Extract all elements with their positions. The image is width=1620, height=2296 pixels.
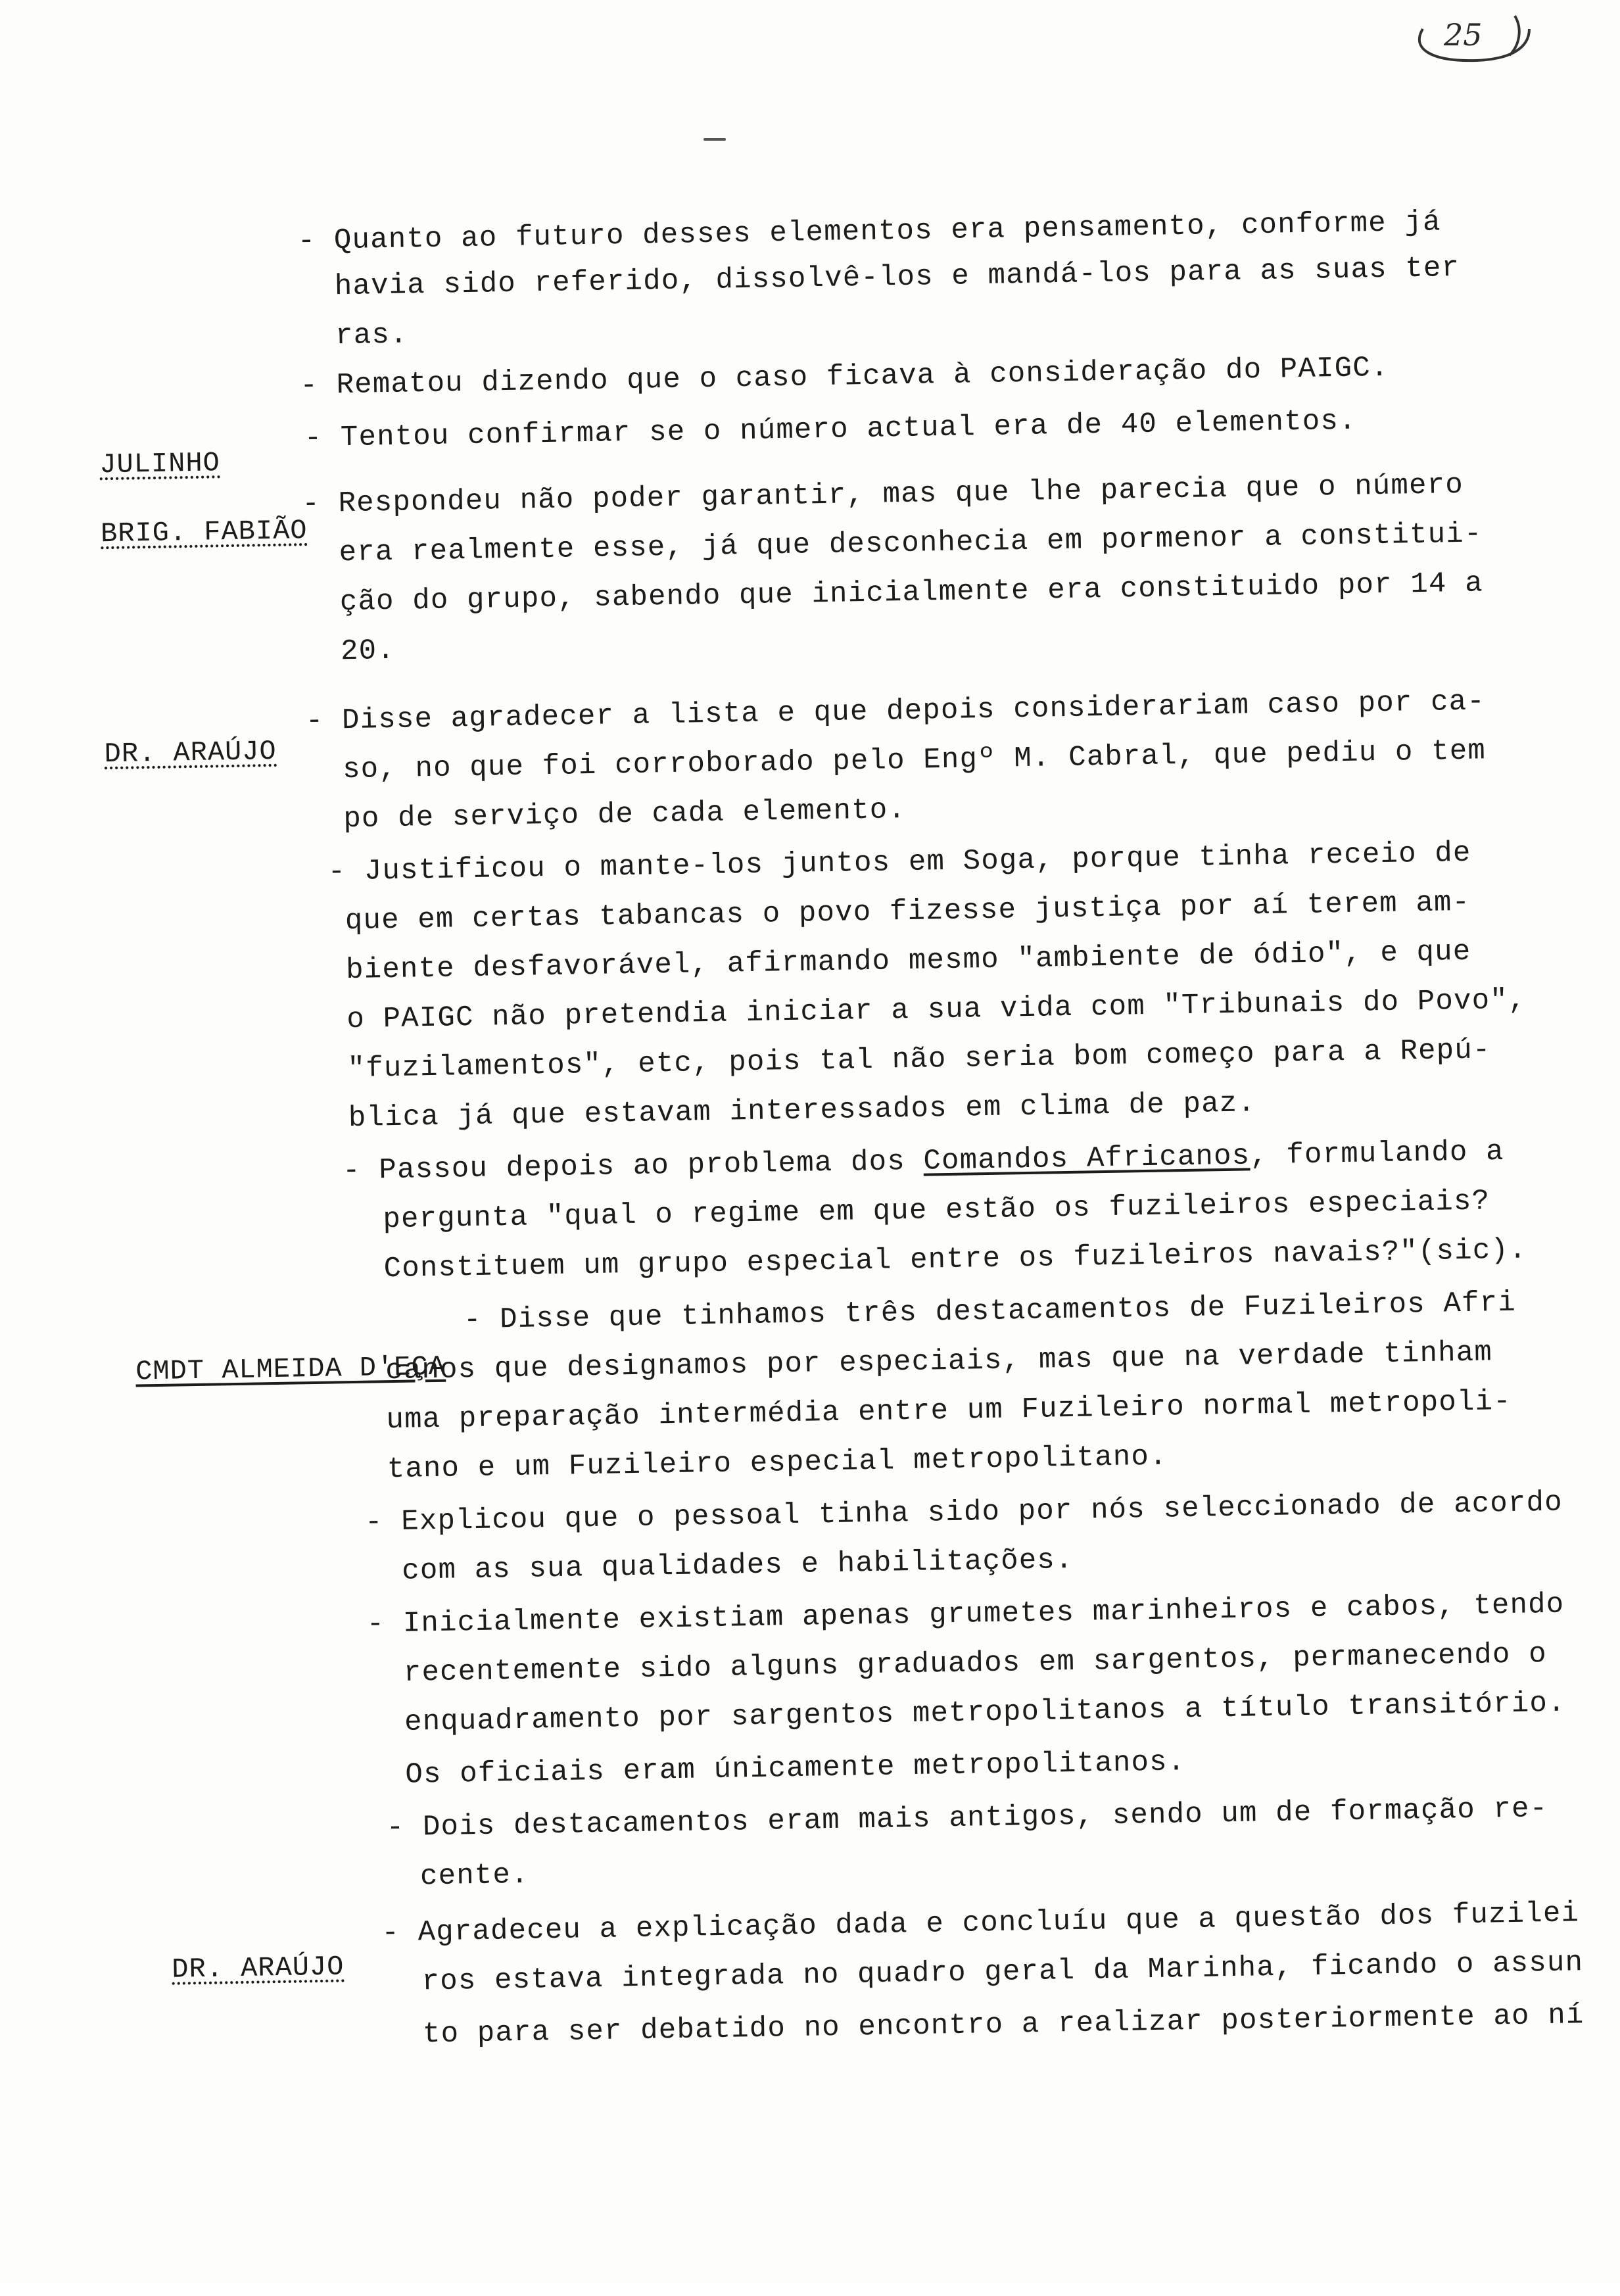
- text-line: [343, 1136, 1504, 1187]
- text-line: - Quanto ao futuro desses elementos era pensamento, conforme já: [297, 206, 1442, 258]
- text-line: - Disse que tinhamos três destacamentos de Fuzileiros Afri: [463, 1286, 1517, 1337]
- text-line: 20.: [340, 634, 396, 669]
- text-line: o PAIGC não pretendia iniciar a sua vida com "Tribunais do Povo",: [346, 984, 1527, 1037]
- text-line: havia sido referido, dissolvê-los e mandá-los para as suas ter: [334, 251, 1460, 304]
- text-line: - Agradeceu a explicação dada e concluíu que a questão dos fuzilei: [381, 1897, 1580, 1950]
- text-segment: - Passou depois ao problema dos: [342, 1145, 924, 1188]
- text-line: uma preparação intermédia entre um Fuzileiro normal metropoli-: [386, 1385, 1512, 1437]
- underlined-term: Comandos Africanos: [923, 1139, 1251, 1178]
- text-line: - Rematou dizendo que o caso ficava à consideração do PAIGC.: [300, 351, 1389, 403]
- speaker-araujo: DR. ARAÚJO: [171, 1951, 345, 1986]
- text-line: ros estava integrada no quadro geral da Marinha, ficando o assun: [421, 1946, 1584, 1999]
- text-line: cente.: [419, 1858, 530, 1894]
- page-number-text: 25: [1444, 17, 1483, 53]
- text-line: era realmente esse, já que desconhecia em pormenor a constitui-: [339, 517, 1483, 570]
- text-line: po de serviço de cada elemento.: [343, 793, 907, 836]
- text-line: - Disse agradecer a lista e que depois considerariam caso por ca-: [305, 685, 1486, 738]
- text-line: ras.: [335, 318, 409, 353]
- text-line: - Explicou que o pessoal tinha sido por nós seleccionado de acordo: [364, 1486, 1563, 1539]
- speaker-fabiao: BRIG. FABIÃO: [100, 515, 308, 550]
- text-line: - Justificou o mante-los juntos em Soga, porque tinha receio de: [327, 836, 1471, 889]
- text-line: Constituem um grupo especial entre os fuzileiros navais?"(sic).: [383, 1233, 1527, 1286]
- text-line: pergunta "qual o regime em que estão os fuzileiros especiais?: [383, 1185, 1490, 1237]
- text-line: - Tentou confirmar se o número actual era de 40 elementos.: [304, 404, 1358, 456]
- text-line: com as sua qualidades e habilitações.: [401, 1543, 1074, 1588]
- text-line: so, no que foi corroborado pelo Engº M. Cabral, que pediu o tem: [342, 734, 1487, 787]
- text-segment: , formulando a: [1249, 1135, 1505, 1173]
- speaker-almeida: CMDT ALMEIDA D'EÇA: [135, 1351, 446, 1388]
- text-line: que em certas tabancas o povo fizesse justiça por aí terem am-: [345, 886, 1471, 938]
- text-line: enquadramento por sargentos metropolitanos a título transitório.: [404, 1686, 1567, 1739]
- text-line: - Respondeu não poder garantir, mas que lhe parecia que o número: [302, 468, 1464, 521]
- text-line: - Inicialmente existiam apenas grumetes marinheiros e cabos, tendo: [366, 1588, 1565, 1641]
- text-line: tano e um Fuzileiro especial metropolitano.: [387, 1440, 1168, 1487]
- speaker-araujo: DR. ARAÚJO: [104, 735, 277, 771]
- text-line: to para ser debatido no encontro a realizar posteriormente ao ní: [422, 1999, 1584, 2051]
- text-line: - Dois destacamentos eram mais antigos, sendo um de formação re-: [386, 1792, 1548, 1845]
- text-line: Os oficiais eram únicamente metropolitanos.: [405, 1746, 1186, 1792]
- text-line: recentemente sido alguns graduados em sargentos, permanecendo o: [403, 1638, 1548, 1690]
- text-line: "fuzilamentos", etc, pois tal não seria bom começo para a Repú-: [347, 1034, 1491, 1086]
- text-line: blica já que estavam interessados em clima de paz.: [348, 1087, 1256, 1136]
- speaker-julinho: JULINHO: [99, 447, 221, 481]
- text-line: ção do grupo, sabendo que inicialmente era constituido por 14 a: [339, 567, 1484, 619]
- text-line: biente desfavorável, afirmando mesmo "ambiente de ódio", e que: [345, 935, 1471, 988]
- text-line: canos que designamos por especiais, mas que na verdade tinham: [385, 1336, 1493, 1388]
